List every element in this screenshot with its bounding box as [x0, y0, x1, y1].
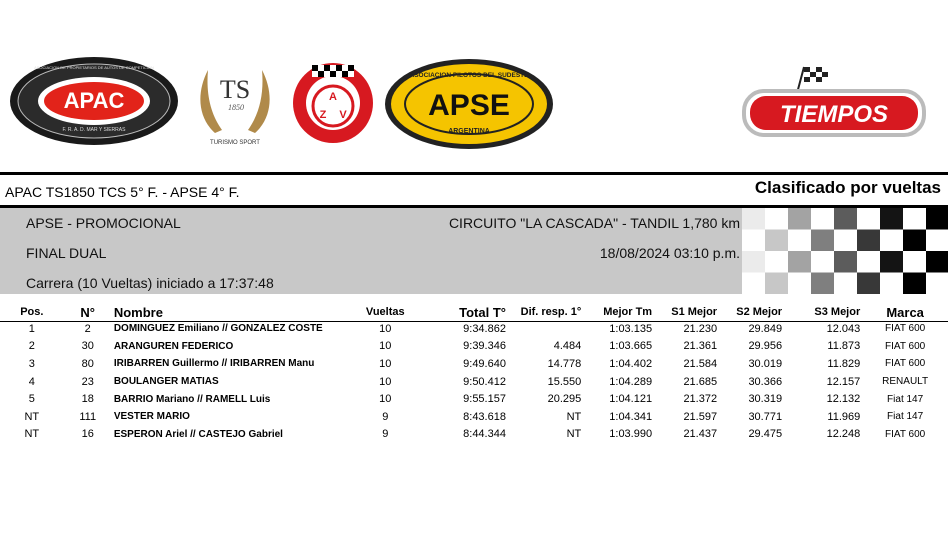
number-cell: 23 — [81, 375, 94, 388]
name-cell: ARANGUREN FEDERICO — [113, 340, 234, 352]
total-time-cell: 8:44.344 — [463, 428, 506, 441]
number-cell: 18 — [81, 393, 94, 406]
col-header-num: N° — [80, 304, 96, 320]
s2-cell: 29.956 — [748, 340, 783, 353]
azv-logo — [292, 58, 374, 148]
event-title: APAC TS1850 TCS 5° F. - APSE 4° F. — [5, 184, 240, 200]
pos-cell: NT — [24, 428, 40, 441]
col-header-s1: S1 Mejor — [671, 306, 718, 318]
s3-cell: 11.969 — [827, 410, 861, 423]
flag-square — [765, 230, 788, 252]
diff-cell — [508, 320, 583, 338]
flag-square — [788, 251, 811, 273]
name-cell: DOMINGUEZ Emiliano // GONZALEZ COSTE — [113, 323, 323, 335]
s3-cell: 12.043 — [826, 322, 861, 335]
table-header-rule — [0, 321, 948, 322]
flag-square — [903, 230, 926, 252]
diff-cell: 14.778 — [547, 357, 582, 370]
flag-square — [834, 208, 857, 230]
table-row — [0, 408, 948, 426]
apse-logo — [384, 58, 554, 150]
diff-cell: 4.484 — [553, 340, 582, 353]
session-label: FINAL DUAL — [26, 245, 107, 261]
best-lap-cell: 1:04.402 — [609, 357, 653, 370]
tiempos-logo — [740, 63, 928, 143]
best-lap-cell: 1:03.990 — [609, 428, 653, 441]
s1-cell: 21.437 — [683, 428, 718, 441]
laps-cell: 10 — [379, 322, 392, 335]
tiempos-logo-text: TIEMPOS — [779, 101, 889, 128]
total-time-cell: 8:43.618 — [463, 410, 506, 423]
laps-cell: 10 — [379, 340, 392, 353]
diff-cell: NT — [566, 410, 582, 423]
circuit-label: CIRCUITO "LA CASCADA" - TANDIL 1,780 km — [448, 215, 740, 231]
table-header-row — [0, 304, 948, 320]
number-cell: 16 — [81, 428, 94, 441]
laps-cell: 9 — [382, 410, 389, 423]
flag-square — [765, 273, 788, 295]
table-row — [0, 426, 948, 444]
pos-cell: 5 — [28, 393, 35, 406]
laps-cell: 9 — [382, 428, 389, 441]
flag-square — [903, 273, 926, 295]
best-lap-cell: 1:04.341 — [609, 410, 653, 423]
flag-square — [926, 251, 948, 273]
best-lap-cell: 1:04.289 — [609, 375, 653, 388]
s1-cell: 21.685 — [683, 375, 718, 388]
total-time-cell: 9:49.640 — [463, 357, 506, 370]
flag-square — [742, 208, 765, 230]
s1-cell: 21.361 — [683, 340, 718, 353]
apac-logo-text: APAC — [63, 88, 125, 113]
s3-cell: 12.248 — [826, 428, 861, 441]
svg-text:ASOCIACION DE PROPIETARIOS DE: ASOCIACION DE PROPIETARIOS DE AUTOS DE COMPETICION — [34, 65, 154, 70]
svg-text:V: V — [339, 109, 347, 121]
number-cell: 111 — [79, 410, 97, 423]
turismo-sport-logo — [190, 58, 280, 148]
flag-square — [857, 273, 880, 295]
laps-cell: 10 — [379, 357, 392, 370]
s2-cell: 30.771 — [748, 410, 783, 423]
checkered-flag-graphic — [742, 208, 948, 294]
col-header-s3: S3 Mejor — [814, 306, 861, 318]
total-time-cell: 9:39.346 — [463, 340, 506, 353]
name-cell: IRIBARREN Guillermo // IRIBARREN Manu — [113, 358, 315, 370]
table-row — [0, 390, 948, 408]
col-header-laps: Vueltas — [365, 306, 405, 318]
diff-cell: 15.550 — [547, 375, 582, 388]
svg-text:F. R. A. D. MAR Y SIERRAS: F. R. A. D. MAR Y SIERRAS — [62, 127, 126, 133]
svg-text:1850: 1850 — [228, 103, 244, 112]
best-lap-cell: 1:04.121 — [609, 393, 653, 406]
col-header-total: Total T° — [459, 304, 506, 320]
svg-text:TURISMO SPORT: TURISMO SPORT — [210, 140, 260, 146]
s3-cell: 11.873 — [827, 340, 861, 353]
total-time-cell: 9:50.412 — [463, 375, 506, 388]
diff-cell: NT — [566, 428, 582, 441]
brand-cell: RENAULT — [882, 376, 929, 388]
flag-square — [834, 251, 857, 273]
s2-cell: 29.475 — [748, 428, 783, 441]
brand-cell: FIAT 600 — [885, 323, 926, 335]
brand-cell: FIAT 600 — [885, 428, 926, 440]
col-header-diff: Dif. resp. 1° — [520, 306, 582, 318]
total-time-cell: 9:34.862 — [463, 322, 506, 335]
s1-cell: 21.372 — [683, 393, 718, 406]
s2-cell: 30.366 — [748, 375, 783, 388]
col-header-name: Nombre — [113, 304, 163, 320]
top-rule — [0, 172, 948, 175]
svg-text:ARGENTINA: ARGENTINA — [448, 128, 490, 135]
flag-square — [811, 273, 834, 295]
s2-cell: 30.019 — [748, 357, 783, 370]
svg-text:Z: Z — [319, 109, 327, 121]
classification-title: Clasificado por vueltas — [754, 178, 941, 197]
pos-cell: NT — [24, 410, 40, 423]
flag-square — [788, 208, 811, 230]
flag-square — [742, 251, 765, 273]
apse-logo-text: APSE — [428, 89, 510, 122]
s3-cell: 12.132 — [826, 393, 861, 406]
best-lap-cell: 1:03.665 — [609, 340, 653, 353]
s1-cell: 21.584 — [683, 357, 718, 370]
flag-square — [811, 230, 834, 252]
flag-square — [926, 208, 948, 230]
laps-cell: 10 — [379, 375, 392, 388]
pos-cell: 1 — [28, 322, 35, 335]
s3-cell: 11.829 — [827, 357, 861, 370]
col-header-brand: Marca — [886, 304, 924, 320]
s1-cell: 21.230 — [683, 322, 718, 335]
s3-cell: 12.157 — [826, 375, 861, 388]
number-cell: 2 — [84, 322, 91, 335]
brand-cell: Fiat 147 — [887, 393, 924, 405]
svg-text:ASOCIACION PILOTOS DEL SUDESTE: ASOCIACION PILOTOS DEL SUDESTE — [409, 72, 529, 79]
diff-cell: 20.295 — [547, 393, 582, 406]
s2-cell: 30.319 — [748, 393, 783, 406]
number-cell: 80 — [81, 357, 94, 370]
datetime-label: 18/08/2024 03:10 p.m. — [599, 245, 740, 261]
pos-cell: 3 — [28, 357, 35, 370]
svg-text:A: A — [329, 91, 337, 103]
brand-cell: Fiat 147 — [887, 411, 924, 423]
col-header-s2: S2 Mejor — [736, 306, 783, 318]
s1-cell: 21.597 — [683, 410, 718, 423]
laps-cell: 10 — [379, 393, 392, 406]
col-header-pos: Pos. — [20, 306, 44, 318]
race-label: Carrera (10 Vueltas) iniciado a 17:37:48 — [26, 275, 274, 291]
best-lap-cell: 1:03.135 — [609, 322, 653, 335]
brand-cell: FIAT 600 — [885, 358, 926, 370]
col-header-best: Mejor Tm — [603, 306, 653, 318]
brand-cell: FIAT 600 — [885, 340, 926, 352]
pos-cell: 2 — [28, 340, 35, 353]
flag-square — [880, 208, 903, 230]
flag-square — [857, 230, 880, 252]
table-row — [0, 373, 948, 391]
table-row — [0, 355, 948, 373]
name-cell: BOULANGER MATIAS — [113, 376, 219, 388]
pos-cell: 4 — [28, 375, 35, 388]
category-label: APSE - PROMOCIONAL — [26, 215, 181, 231]
s2-cell: 29.849 — [748, 322, 783, 335]
name-cell: VESTER MARIO — [113, 411, 190, 423]
name-cell: BARRIO Mariano // RAMELL Luis — [113, 393, 271, 405]
total-time-cell: 9:55.157 — [463, 393, 506, 406]
table-row — [0, 338, 948, 356]
apac-logo — [8, 55, 180, 147]
svg-text:TS: TS — [219, 75, 251, 104]
name-cell: ESPERON Ariel // CASTEJO Gabriel — [113, 428, 283, 440]
table-row — [0, 320, 948, 338]
flag-square — [880, 251, 903, 273]
results-table — [0, 304, 948, 443]
number-cell: 30 — [81, 340, 94, 353]
